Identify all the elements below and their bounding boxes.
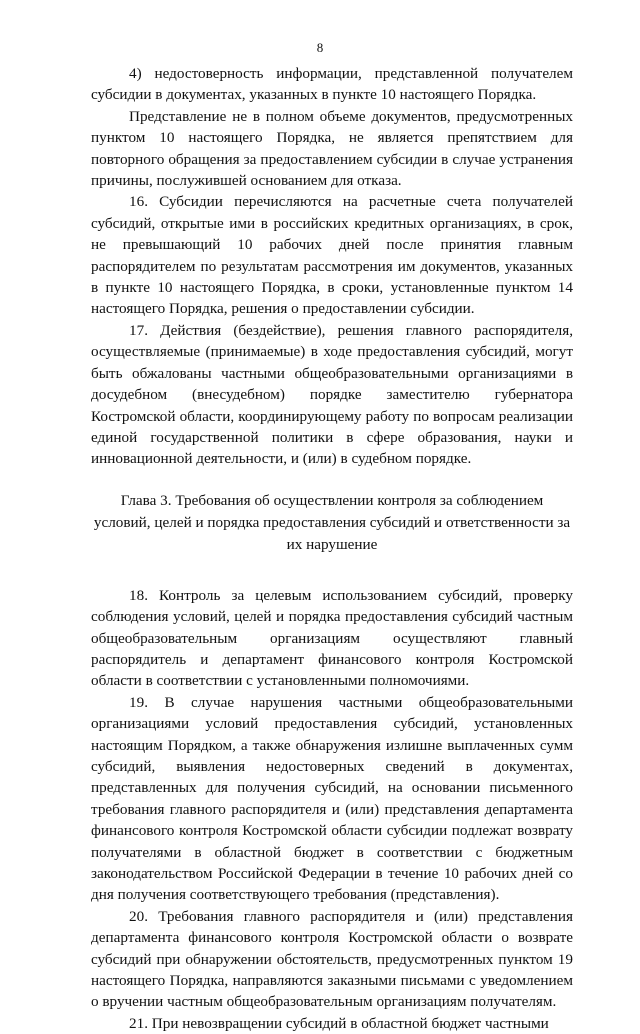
page-number: 8: [316, 40, 324, 55]
paragraph-16: 16. Субсидии перечисляются на расчетные счета получателей субсидий, открытые ими в российских кредитных организациях, в срок, не превышающий 10 рабочих дней после принятия главным распорядителем по результатам рассмотрения им документов, указанных в пункте 10 настоящего Порядка, в сроки, установленные пунктом 14 настоящего Порядка, решения о предоставлении субсидии.: [91, 193, 573, 318]
paragraph-incomplete-documents: Представление не в полном объеме документов, предусмотренных пунктом 10 настоящего Порядка, не является препятствием для повторного обращения за предоставлением субсидии в случае устранения причины, послужившей основанием для отказа.: [91, 107, 573, 190]
document-body: [91, 63, 573, 1034]
paragraph-item-4: 4) недостоверность информации, представленной получателем субсидии в документах, указанных в пункте 10 настоящего Порядка.: [91, 65, 573, 104]
paragraph-19: 19. В случае нарушения частными общеобразовательными организациями условий предоставления субсидий, установленных настоящим Порядком, а также обнаружения излишне выплаченных сумм субсидий, выявления недостоверных сведений в документах, представленных для получения субсидий, на основании письменного требования главного распорядителя и (или) представления департамента финансового контроля Костромской области субсидии подлежат возврату получателями в областной бюджет в соответствии с бюджетным законодательством Российской Федерации в течение 10 рабочих дней со дня получения соответствующего требования (представления).: [91, 693, 573, 904]
paragraph-18: 18. Контроль за целевым использованием субсидий, проверку соблюдения условий, целей и порядка предоставления субсидий частным общеобразовательным организациям осуществляют главный распорядитель и департамент финансового контроля Костромской области в соответствии с установленными полномочиями.: [91, 586, 573, 690]
chapter-3-heading: Глава 3. Требования об осуществлении контроля за соблюдением условий, целей и порядка предоставления субсидий и ответственности за их нарушение: [93, 491, 571, 553]
paragraph-21: 21. При невозвращении субсидий в областной бюджет частными: [129, 1014, 549, 1032]
paragraph-17: 17. Действия (бездействие), решения главного распорядителя, осуществляемые (принимаемые) в ходе предоставления субсидий, могут быть обжалованы частными общеобразовательными организациями в досудебном (внесудебном) порядке заместителю губернатора Костромской области, координирующему работу по вопросам реализации единой государственной политики в сфере образования, науки и инновационной деятельности, и (или) в судебном порядке.: [91, 321, 573, 468]
paragraph-20: 20. Требования главного распорядителя и (или) представления департамента финансового контроля Костромской области о возврате субсидий при обнаружении обстоятельств, предусмотренных пунктом 19 настоящего Порядка, направляются заказными письмами с уведомлением о вручении частным общеобразовательным организациям получателям.: [91, 907, 573, 1011]
